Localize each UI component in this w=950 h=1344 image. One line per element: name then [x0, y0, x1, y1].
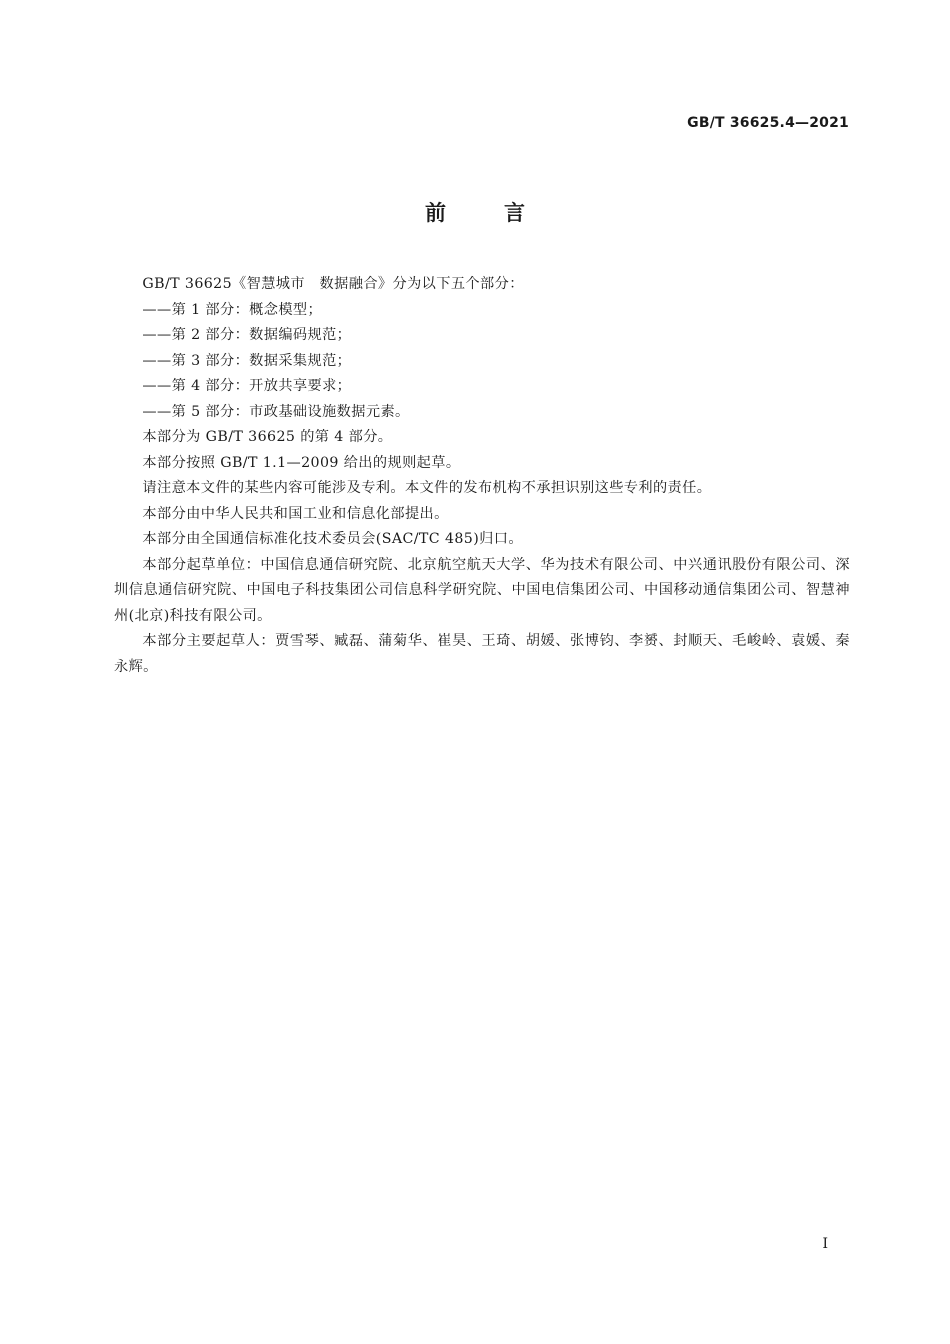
page-title: 前言	[425, 201, 583, 225]
page-number: I	[822, 1236, 828, 1252]
administrator-paragraph: 本部分由全国通信标准化技术委员会(SAC/TC 485)归口。	[142, 531, 523, 547]
part-list-item-2: ——第 2 部分：数据编码规范；	[142, 327, 352, 343]
intro-paragraph: GB/T 36625《智慧城市 数据融合》分为以下五个部分：	[142, 276, 524, 292]
drafters-paragraph: 本部分主要起草人：贾雪琴、臧磊、蒲菊华、崔昊、王琦、胡媛、张博钧、李赟、封顺天、毛峻岭、袁媛、秦永辉。	[114, 633, 850, 675]
part-list-item-3: ——第 3 部分：数据采集规范；	[142, 352, 352, 369]
document-body	[114, 272, 850, 680]
part-statement-paragraph: 本部分为 GB/T 36625 的第 4 部分。	[142, 429, 393, 445]
part-list-item-5: ——第 5 部分：市政基础设施数据元素。	[142, 403, 410, 420]
part-list-item-4: ——第 4 部分：开放共享要求；	[142, 378, 352, 394]
standard-code: GB/T 36625.4—2021	[687, 115, 849, 131]
drafting-units-paragraph: 本部分起草单位：中国信息通信研究院、北京航空航天大学、华为技术有限公司、中兴通讯股份有限公司、深圳信息通信研究院、中国电子科技集团公司信息科学研究院、中国电信集团公司、中国移动通信集团公司、智慧神州(北京)科技有限公司。	[114, 556, 850, 624]
proposer-paragraph: 本部分由中华人民共和国工业和信息化部提出。	[142, 505, 449, 522]
part-list-item-1: ——第 1 部分：概念模型；	[142, 301, 323, 318]
drafting-rules-paragraph: 本部分按照 GB/T 1.1—2009 给出的规则起草。	[142, 454, 461, 471]
patent-notice-paragraph: 请注意本文件的某些内容可能涉及专利。本文件的发布机构不承担识别这些专利的责任。	[142, 480, 712, 496]
